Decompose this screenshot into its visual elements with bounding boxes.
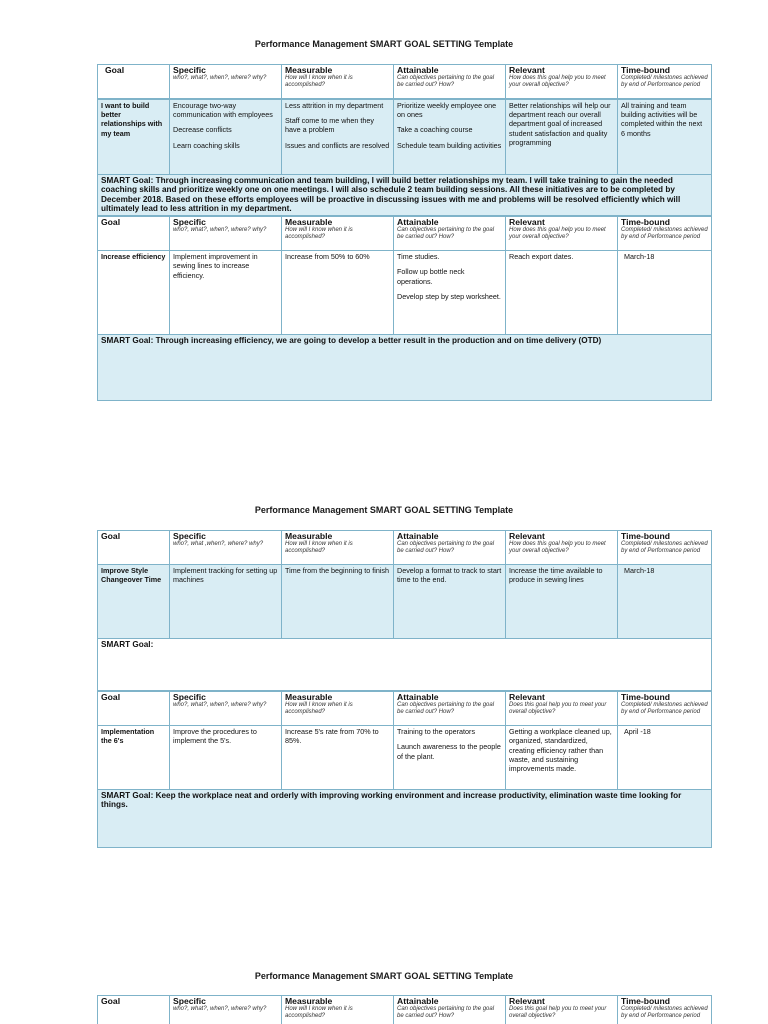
header-relevant: Relevant How does this goal help you to meet your overall objective? xyxy=(506,65,618,99)
header-relevant: Relevant How does this goal help you to meet your overall objective? xyxy=(506,531,618,565)
goal-cell: I want to build better relationships with my team xyxy=(98,99,170,175)
header-timebound: Time-bound Completed/ milestones achieved by end of Performance period xyxy=(618,531,712,565)
specific-cell: Improve the procedures to implement the 5's. xyxy=(170,726,282,790)
attainable-cell: Time studies. Follow up bottle neck operations. Develop step by step worksheet. xyxy=(394,251,506,335)
header-attainable: Attainable Can objectives pertaining to the goal be carried out? How? xyxy=(394,692,506,726)
header-timebound: Time-bound Completed/ milestones achieved by end of Performance period xyxy=(618,65,712,99)
smart-goal-statement: SMART Goal: Through increasing communication and team building, I will build better relationships my team. I will take training to gain the needed coaching skills and prioritize weekly one on one meetings. I will also schedule 2 team building sessions. All these initiatives are to be completed by December 2018. Based on these efforts employees will be proactive in discussing issues with me and problems will be resolved efficiently which will ultimately lead to less attrition in my department. xyxy=(98,175,712,216)
attainable-cell: Develop a format to track to start time to the end. xyxy=(394,565,506,639)
header-measurable: Measurable How will I know when it is accomplished? xyxy=(282,217,394,251)
relevant-cell: Better relationships will help our department reach our overall department goal of increased student satisfaction and quality programming xyxy=(506,99,618,175)
relevant-cell: Increase the time available to produce in sewing lines xyxy=(506,565,618,639)
timebound-cell: March-18 xyxy=(618,251,712,335)
header-attainable: Attainable Can objectives pertaining to the goal be carried out? How? xyxy=(394,531,506,565)
specific-cell: Implement tracking for setting up machines xyxy=(170,565,282,639)
header-measurable: Measurable How will I know when it is accomplished? xyxy=(282,996,394,1024)
relevant-cell: Getting a workplace cleaned up, organized, standardized, creating efficiency rather than waste, and sustaining improvements made. xyxy=(506,726,618,790)
goal-cell: Implementation the 6's xyxy=(98,726,170,790)
measurable-cell: Increase 5's rate from 70% to 85%. xyxy=(282,726,394,790)
smart-goal-statement: SMART Goal: Keep the workplace neat and orderly with improving working environment and increase productivity, elimination waste time looking for things. xyxy=(98,790,712,848)
timebound-cell: All training and team building activities will be completed within the next 6 months xyxy=(618,99,712,175)
measurable-cell: Less attrition in my department Staff come to me when they have a problem Issues and conflicts are resolved xyxy=(282,99,394,175)
specific-cell: Encourage two-way communication with employees Decrease conflicts Learn coaching skills xyxy=(170,99,282,175)
header-relevant: Relevant How does this goal help you to meet your overall objective? xyxy=(506,217,618,251)
specific-cell: Implement improvement in sewing lines to increase efficiency. xyxy=(170,251,282,335)
header-attainable: Attainable Can objectives pertaining to the goal be carried out? How? xyxy=(394,217,506,251)
header-timebound: Time-bound Completed/ milestones achieved by end of Performance period xyxy=(618,217,712,251)
measurable-cell: Time from the beginning to finish xyxy=(282,565,394,639)
header-specific: Specific who?, what?, when?, where? why? xyxy=(170,65,282,99)
header-specific: Specific who?, what?, when?, where? why? xyxy=(170,217,282,251)
header-specific: Specific who?, what ,when?, where? why? xyxy=(170,531,282,565)
smart-goal-table xyxy=(97,216,712,401)
header-specific: Specific who?, what?, when?, where? why? xyxy=(170,692,282,726)
smart-goal-statement: SMART Goal: xyxy=(98,639,712,691)
header-timebound: Time-bound Completed/ milestones achieved by end of Performance period xyxy=(618,692,712,726)
smart-goal-table xyxy=(97,530,712,691)
relevant-cell: Reach export dates. xyxy=(506,251,618,335)
timebound-cell: March-18 xyxy=(618,565,712,639)
page-title: Performance Management SMART GOAL SETTING Template xyxy=(254,505,514,515)
header-goal: Goal xyxy=(98,531,170,565)
attainable-cell: Training to the operators Launch awareness to the people of the plant. xyxy=(394,726,506,790)
header-relevant: Relevant Does this goal help you to meet your overall objective? xyxy=(506,692,618,726)
smart-goal-table xyxy=(97,995,712,1024)
attainable-cell: Prioritize weekly employee one on ones Take a coaching course Schedule team building activities xyxy=(394,99,506,175)
goal-cell: Improve Style Changeover Time xyxy=(98,565,170,639)
page-title: Performance Management SMART GOAL SETTING Template xyxy=(254,971,514,981)
header-relevant: Relevant Does this goal help you to meet your overall objective? xyxy=(506,996,618,1024)
header-measurable: Measurable How will I know when it is accomplished? xyxy=(282,692,394,726)
smart-goal-table xyxy=(97,691,712,848)
header-measurable: Measurable How will I know when it is accomplished? xyxy=(282,531,394,565)
header-specific: Specific who?, what?, when?, where? why? xyxy=(170,996,282,1024)
header-timebound: Time-bound Completed/ milestones achieved by end of Performance period xyxy=(618,996,712,1024)
header-attainable: Attainable Can objectives pertaining to the goal be carried out? How? xyxy=(394,65,506,99)
header-goal: Goal xyxy=(98,217,170,251)
header-goal: Goal xyxy=(98,692,170,726)
smart-goal-table xyxy=(97,64,712,216)
header-measurable: Measurable How will I know when it is accomplished? xyxy=(282,65,394,99)
timebound-cell: April -18 xyxy=(618,726,712,790)
header-goal: Goal xyxy=(98,996,170,1024)
goal-cell: Increase efficiency xyxy=(98,251,170,335)
measurable-cell: Increase from 50% to 60% xyxy=(282,251,394,335)
header-attainable: Attainable Can objectives pertaining to the goal be carried out? How? xyxy=(394,996,506,1024)
page-title: Performance Management SMART GOAL SETTING Template xyxy=(254,39,514,49)
smart-goal-statement: SMART Goal: Through increasing efficiency, we are going to develop a better result in the production and on time delivery (OTD) xyxy=(98,335,712,401)
header-goal: Goal xyxy=(98,65,170,99)
